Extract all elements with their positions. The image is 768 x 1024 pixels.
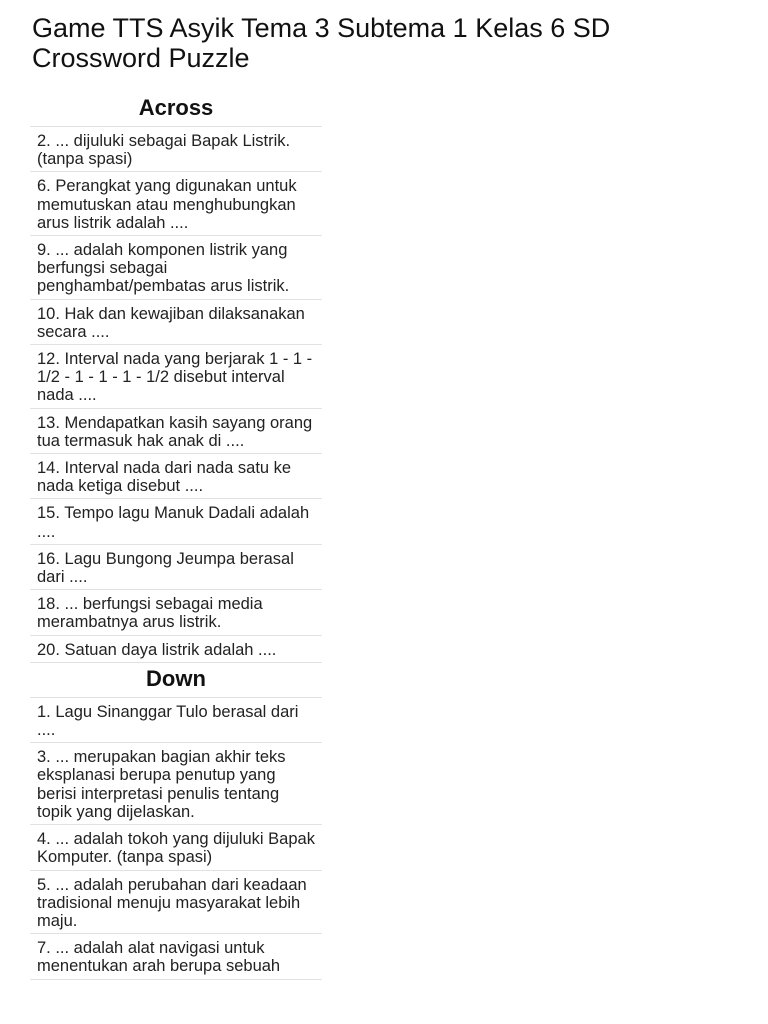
down-heading: Down xyxy=(146,665,206,691)
page-title-line-1: Game TTS Asyik Tema 3 Subtema 1 Kelas 6 SD xyxy=(32,13,611,43)
across-clue-list xyxy=(30,126,322,663)
page-title xyxy=(32,13,732,73)
page-title-line-2: Crossword Puzzle xyxy=(32,43,250,73)
across-clue-6: 6. Perangkat yang digunakan untuk memutuskan atau menghubungkan arus listrik adalah .... xyxy=(30,171,322,235)
down-clue-3: 3. ... merupakan bagian akhir teks eksplanasi berupa penutup yang berisi interpretasi penulis tentang topik yang dijelaskan. xyxy=(30,742,322,824)
across-clue-20: 20. Satuan daya listrik adalah .... xyxy=(30,635,322,663)
across-heading: Across xyxy=(138,95,214,120)
down-clue-5: 5. ... adalah perubahan dari keadaan tradisional menuju masyarakat lebih maju. xyxy=(30,870,322,934)
across-clue-18: 18. ... berfungsi sebagai media merambatnya arus listrik. xyxy=(30,589,322,634)
across-clue-9: 9. ... adalah komponen listrik yang berfungsi sebagai penghambat/pembatas arus listrik. xyxy=(30,235,322,299)
across-clue-15: 15. Tempo lagu Manuk Dadali adalah .... xyxy=(30,498,322,543)
down-clue-1: 1. Lagu Sinanggar Tulo berasal dari .... xyxy=(30,697,322,742)
across-clue-13: 13. Mendapatkan kasih sayang orang tua termasuk hak anak di .... xyxy=(30,408,322,453)
across-clue-12: 12. Interval nada yang berjarak 1 - 1 - 1/2 - 1 - 1 - 1 - 1/2 disebut interval nada .... xyxy=(30,344,322,408)
down-clue-list xyxy=(30,697,322,980)
clue-lists xyxy=(30,92,322,980)
down-clue-4: 4. ... adalah tokoh yang dijuluki Bapak Komputer. (tanpa spasi) xyxy=(30,824,322,869)
across-clue-10: 10. Hak dan kewajiban dilaksanakan secara .... xyxy=(30,299,322,344)
down-clue-7: 7. ... adalah alat navigasi untuk menentukan arah berupa sebuah xyxy=(30,933,322,979)
across-clue-16: 16. Lagu Bungong Jeumpa berasal dari .... xyxy=(30,544,322,589)
across-clue-14: 14. Interval nada dari nada satu ke nada ketiga disebut .... xyxy=(30,453,322,498)
across-clue-2: 2. ... dijuluki sebagai Bapak Listrik. (tanpa spasi) xyxy=(30,126,322,171)
